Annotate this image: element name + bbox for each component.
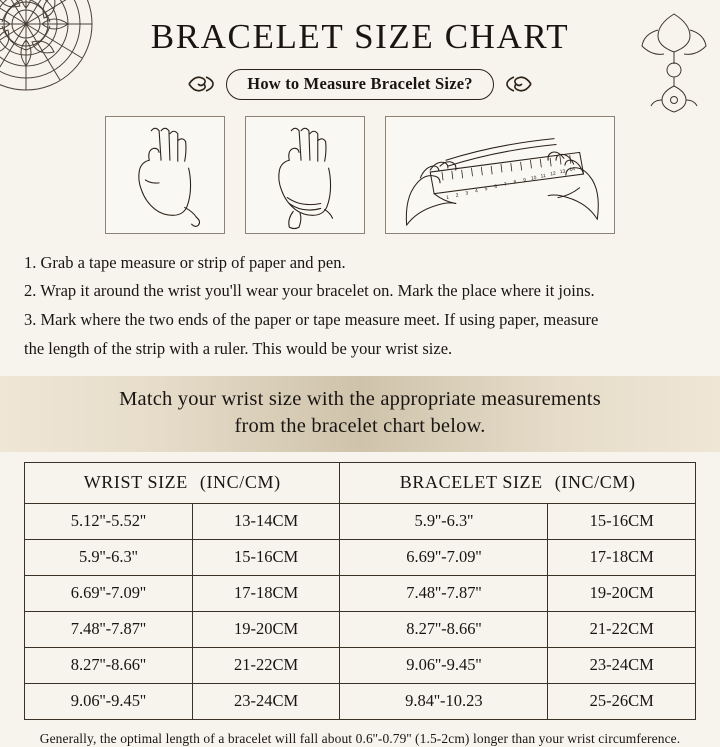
table-row (25, 683, 696, 719)
table-row (25, 503, 696, 539)
bracelet-inch-cell: 6.69''-7.09'' (340, 539, 548, 575)
svg-text:11: 11 (540, 173, 547, 180)
step-1: 1. Grab a tape measure or strip of paper and pen. (24, 252, 346, 272)
wrist-cm-cell: 19-20CM (192, 611, 340, 647)
svg-text:5: 5 (484, 186, 488, 192)
svg-text:7: 7 (503, 182, 508, 188)
bracelet-inch-cell: 5.9''-6.3'' (340, 503, 548, 539)
wrist-inch-cell: 8.27''-8.66'' (25, 647, 193, 683)
step-3: 3. Mark where the two ends of the paper or tape measure meet. If using paper, measure (24, 309, 599, 329)
wrist-inch-cell: 7.48''-7.87'' (25, 611, 193, 647)
illustration-row (0, 116, 720, 234)
instruction-steps (24, 250, 696, 363)
table-row (25, 647, 696, 683)
page-title: BRACELET SIZE CHART (150, 17, 570, 56)
svg-text:12: 12 (550, 171, 557, 177)
banner-line-1: Match your wrist size with the appropriate measurements (119, 388, 601, 411)
wrist-size-header (25, 462, 340, 503)
wrist-cm-cell: 23-24CM (192, 683, 340, 719)
bracelet-cm-cell: 17-18CM (548, 539, 696, 575)
bracelet-inch-cell: 8.27''-8.66'' (340, 611, 548, 647)
wrist-inch-cell: 6.69''-7.09'' (25, 575, 193, 611)
wrist-cm-cell: 21-22CM (192, 647, 340, 683)
hands-measuring-ruler-icon (385, 116, 615, 234)
bracelet-cm-cell: 25-26CM (548, 683, 696, 719)
bracelet-size-label: BRACELET SIZE (399, 471, 543, 492)
svg-text:14: 14 (569, 166, 576, 173)
bracelet-cm-cell: 23-24CM (548, 647, 696, 683)
bracelet-size-unit: (INC/CM) (554, 471, 636, 492)
wrist-size-unit: (INC/CM) (199, 471, 281, 492)
wrist-inch-cell: 5.12''-5.52'' (25, 503, 193, 539)
step-2: 2. Wrap it around the wrist you'll wear your bracelet on. Mark the place where it joins. (24, 281, 595, 301)
wrist-cm-cell: 13-14CM (192, 503, 340, 539)
svg-text:8: 8 (513, 179, 517, 186)
bracelet-inch-cell: 9.84''-10.23 (340, 683, 548, 719)
wrist-cm-cell: 15-16CM (192, 539, 340, 575)
ornament-flourish-icon (186, 73, 216, 95)
table-row (25, 575, 696, 611)
hand-wrapped-tape-icon (245, 116, 365, 234)
banner-line-2: from the bracelet chart below. (234, 415, 486, 438)
wrist-inch-cell: 5.9''-6.3'' (25, 539, 193, 575)
svg-text:1: 1 (445, 195, 450, 201)
table-header-row (25, 462, 696, 503)
step-3-continued: the length of the strip with a ruler. This would be your wrist size. (24, 338, 453, 358)
bracelet-inch-cell: 7.48''-7.87'' (340, 575, 548, 611)
svg-text:6: 6 (494, 184, 498, 190)
svg-text:4: 4 (474, 188, 479, 194)
svg-text:3: 3 (465, 190, 469, 197)
subtitle-row (0, 69, 720, 100)
ornament-flourish-icon (504, 73, 534, 95)
bracelet-cm-cell: 21-22CM (548, 611, 696, 647)
bracelet-cm-cell: 15-16CM (548, 503, 696, 539)
match-banner (0, 376, 720, 451)
wrist-size-label: WRIST SIZE (83, 471, 188, 492)
svg-text:10: 10 (530, 175, 537, 182)
subtitle-pill: How to Measure Bracelet Size? (226, 69, 493, 100)
hand-with-tape-icon (105, 116, 225, 234)
wrist-inch-cell: 9.06''-9.45'' (25, 683, 193, 719)
table-row (25, 611, 696, 647)
wrist-cm-cell: 17-18CM (192, 575, 340, 611)
bracelet-cm-cell: 19-20CM (548, 575, 696, 611)
bracelet-inch-cell: 9.06''-9.45'' (340, 647, 548, 683)
size-table (24, 462, 696, 720)
table-row (25, 539, 696, 575)
svg-text:9: 9 (523, 177, 527, 184)
svg-text:13: 13 (559, 169, 566, 175)
svg-text:2: 2 (455, 193, 459, 199)
bracelet-size-header (340, 462, 696, 503)
footnote: Generally, the optimal length of a bracelet will fall about 0.6''-0.79'' (1.5-2cm) longer than your wrist circumference. (39, 730, 681, 746)
